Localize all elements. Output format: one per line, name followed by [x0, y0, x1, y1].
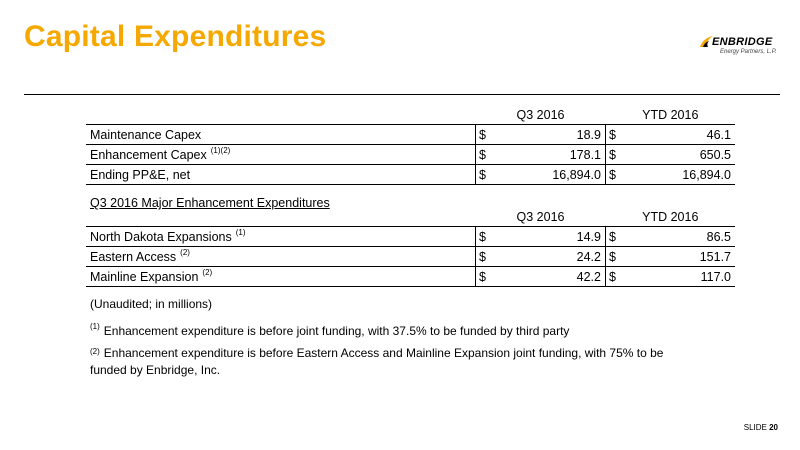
table-row: [86, 145, 735, 165]
unaudited-note: (Unaudited; in millions): [90, 297, 213, 311]
column-header-ytd: YTD 2016: [642, 210, 699, 224]
row-label: North Dakota Expansions: [90, 229, 232, 244]
currency-symbol: $: [606, 247, 622, 267]
value-ytd: 117.0: [621, 267, 735, 287]
currency-symbol: $: [476, 227, 492, 247]
value-ytd: 650.5: [621, 145, 735, 165]
column-header-q3: Q3 2016: [516, 108, 565, 122]
footnote-text: Enhancement expenditure is before Eastern Access and Mainline Expansion joint funding, with 75% to be: [103, 346, 664, 360]
currency-symbol: $: [606, 267, 622, 287]
currency-symbol: $: [476, 125, 492, 145]
value-ytd: 86.5: [621, 227, 735, 247]
currency-symbol: $: [606, 227, 622, 247]
table-row: [86, 165, 735, 185]
row-label: Maintenance Capex: [90, 127, 202, 142]
table-row: [86, 227, 735, 247]
footnote-marker: (2): [202, 267, 213, 277]
footnote-text: Enhancement expenditure is before joint funding, with 37.5% to be funded by third party: [103, 324, 570, 338]
footnote-marker: (2): [90, 347, 100, 356]
currency-symbol: $: [606, 125, 622, 145]
row-label: Enhancement Capex: [90, 147, 207, 162]
column-header-ytd: YTD 2016: [642, 108, 699, 122]
currency-symbol: $: [476, 145, 492, 165]
table-row: [86, 247, 735, 267]
value-q3: 42.2: [491, 267, 606, 287]
currency-symbol: $: [606, 145, 622, 165]
enhancement-table: [86, 208, 735, 287]
value-q3: 16,894.0: [491, 165, 606, 185]
row-label: Ending PP&E, net: [90, 167, 191, 182]
footnote-2: [90, 345, 663, 379]
table-row: [86, 267, 735, 287]
value-q3: 24.2: [491, 247, 606, 267]
currency-symbol: $: [606, 165, 622, 185]
currency-symbol: $: [476, 165, 492, 185]
value-q3: 178.1: [491, 145, 606, 165]
value-ytd: 16,894.0: [621, 165, 735, 185]
footnote-1: [90, 324, 569, 338]
footnote-marker: (1): [235, 227, 246, 237]
slide-number-value: 20: [769, 423, 778, 432]
currency-symbol: $: [476, 247, 492, 267]
footnote-marker: (1)(2): [210, 145, 231, 155]
table-header-row: [86, 208, 735, 227]
value-q3: 14.9: [491, 227, 606, 247]
capex-table: [86, 106, 735, 185]
table-row: [86, 125, 735, 145]
footnote-marker: (1): [90, 322, 100, 331]
slide-label: SLIDE: [743, 423, 767, 432]
footnote-marker: (2): [180, 247, 190, 257]
logo-subtitle: Energy Partners, L.P.: [720, 49, 777, 55]
row-label: Eastern Access: [90, 249, 177, 264]
logo-wordmark: ENBRIDGE: [712, 36, 773, 48]
footnote-text-continued: funded by Enbridge, Inc.: [90, 363, 221, 377]
section-title: Q3 2016 Major Enhancement Expenditures: [90, 196, 330, 210]
slide-number: [744, 423, 778, 432]
slide-title: Capital Expenditures: [24, 20, 327, 53]
table-header-row: [86, 106, 735, 125]
value-q3: 18.9: [491, 125, 606, 145]
value-ytd: 151.7: [621, 247, 735, 267]
row-label: Mainline Expansion: [90, 269, 199, 284]
value-ytd: 46.1: [621, 125, 735, 145]
currency-symbol: $: [476, 267, 492, 287]
title-divider: [24, 94, 780, 95]
enbridge-logo: [698, 36, 784, 66]
column-header-q3: Q3 2016: [516, 210, 565, 224]
